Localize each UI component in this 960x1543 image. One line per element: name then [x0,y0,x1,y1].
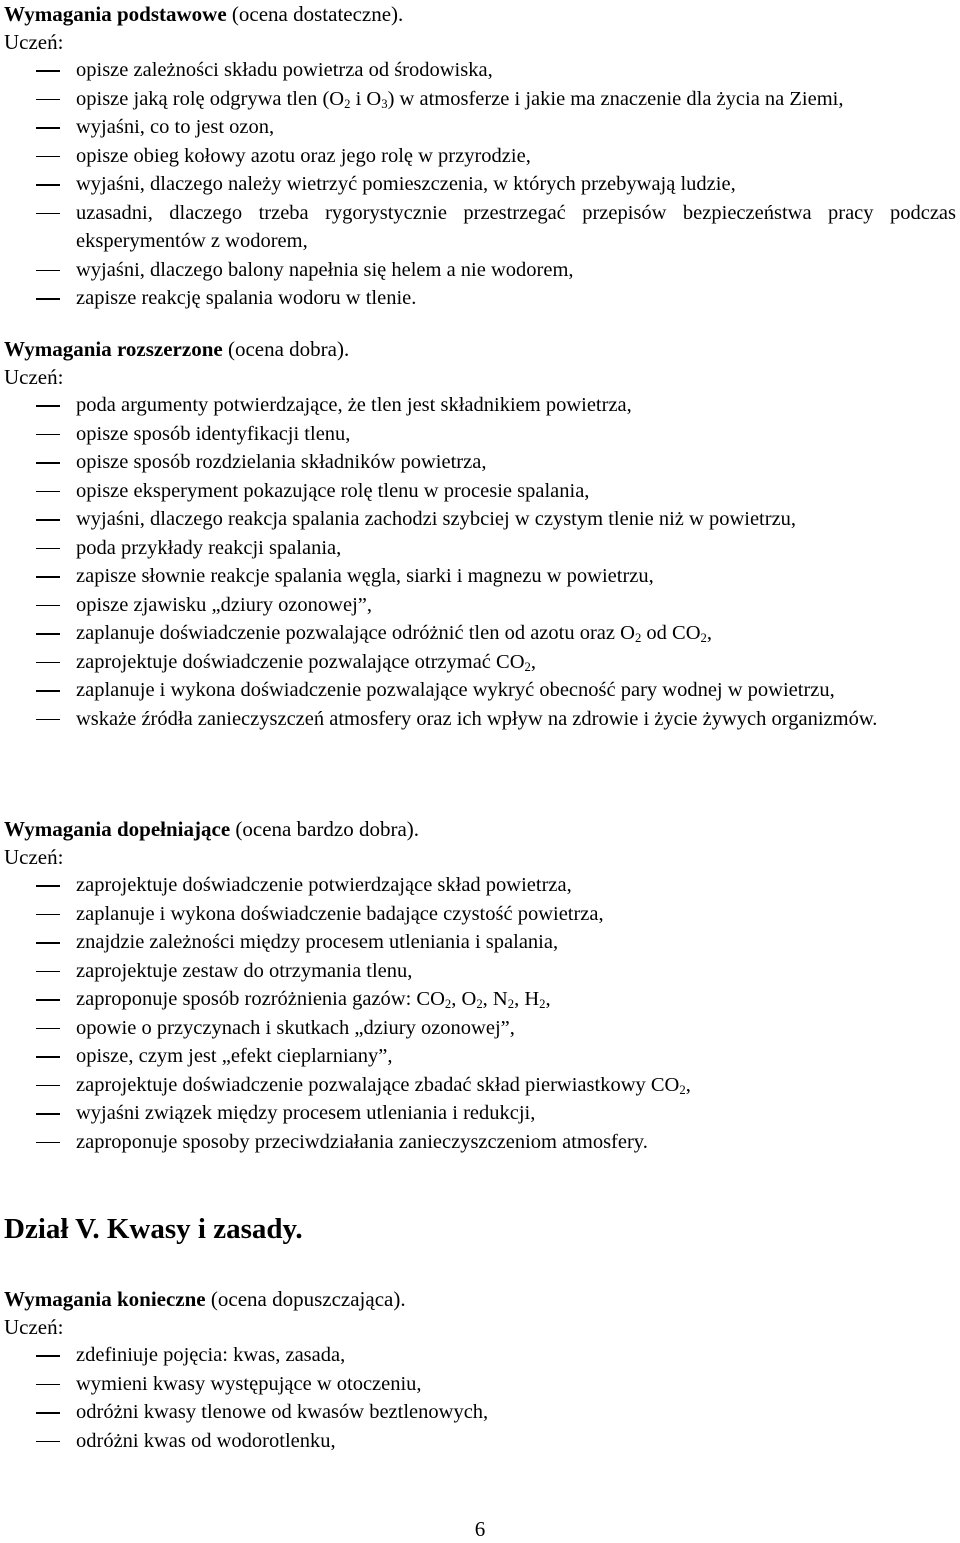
list-item [0,85,960,114]
chapter-title: Dział V. Kwasy i zasady. [4,1213,303,1245]
list-item [0,1370,960,1399]
list-item [0,420,960,449]
dash-bullet-icon [36,70,60,72]
list-item-text: , [685,1073,691,1096]
list-item [0,900,960,929]
subscript: 2 [524,659,531,674]
list-item [0,142,960,171]
dash-bullet-icon [36,885,60,887]
list-item-text: opisze sposób identyfikacji tlenu, [76,422,351,445]
list-item-text: uzasadni, dlaczego trzeba rygorystycznie przestrzegać przepisów bezpieczeństwa pracy podczas eksperymentów z wodorem, [76,201,956,252]
section-heading-bold: Wymagania rozszerzone [4,337,223,361]
student-label: Uczeń: [4,365,64,389]
subscript: 3 [381,96,388,111]
dash-bullet-icon [36,999,60,1001]
list-item [0,256,960,285]
list-item [0,477,960,506]
list-item-text: zaprojektuje doświadczenie potwierdzające skład powietrza, [76,874,572,896]
subscript: 2 [679,1082,686,1097]
dash-bullet-icon [36,298,60,300]
subscript: 2 [539,996,546,1011]
list-item-text: zaplanuje i wykona doświadczenie pozwalające wykryć obecność pary wodnej w powietrzu, [76,679,835,701]
dash-bullet-icon [36,491,60,493]
list-item-text: poda argumenty potwierdzające, że tlen jest składnikiem powietrza, [76,394,632,416]
list-item-text: wyjaśni związek między procesem utleniania i redukcji, [76,1102,536,1124]
dash-bullet-icon [36,1085,60,1087]
list-item-text: , H [514,988,540,1010]
list-item [0,1014,960,1043]
list-item [0,170,960,199]
page-number: 6 [474,1517,486,1541]
list-item-text: zaplanuje doświadczenie pozwalające odróżnić tlen od azotu oraz O [76,622,635,644]
list-item [0,284,960,313]
list-item-text: wskaże źródła zanieczyszczeń atmosfery oraz ich wpływ na zdrowie i życie żywych organizmów. [76,707,878,730]
list-item [0,113,960,142]
subscript: 2 [507,996,515,1011]
list-item-text: wymieni kwasy występujące w otoczeniu, [76,1372,422,1395]
list-item-text: wyjaśni, co to jest ozon, [76,116,275,138]
list-item-text: opisze zależności składu powietrza od środowiska, [76,59,493,81]
list-item [0,448,960,477]
section-heading [0,815,960,843]
section-heading-grade: (ocena dobra). [222,337,350,361]
list-item [0,505,960,534]
dash-bullet-icon [36,184,60,186]
list-item-text: opisze eksperyment pokazujące rolę tlenu w procesie spalania, [76,479,590,502]
dash-bullet-icon [36,971,60,973]
list-item-text: zapisze słownie reakcje spalania węgla, siarki i magnezu w powietrzu, [76,565,654,587]
section-heading-grade: (ocena bardzo dobra). [230,817,420,841]
list-item [0,705,960,734]
requirements-list [0,1341,960,1455]
subscript: 2 [634,630,642,645]
list-item [0,56,960,85]
list-item-text: zaproponuje sposób rozróżnienia gazów: CO [76,988,445,1010]
list-item-text: odróżni kwas od wodorotlenku, [76,1429,336,1452]
dash-bullet-icon [36,662,60,664]
list-item [0,957,960,986]
section-heading-bold: Wymagania podstawowe [4,2,227,26]
subscript: 2 [444,996,452,1011]
list-item [0,1099,960,1128]
section-extended-requirements [0,335,960,733]
dash-bullet-icon [36,99,60,101]
section-heading [0,0,960,28]
list-item-text: , [706,622,713,644]
list-item [0,534,960,563]
dash-bullet-icon [36,548,60,550]
dash-bullet-icon [36,1056,60,1058]
list-item-text: zaplanuje i wykona doświadczenie badające czystość powietrza, [76,902,604,925]
list-item-text: opisze jaką rolę odgrywa tlen (O [76,87,345,110]
dash-bullet-icon [36,213,60,215]
list-item-text: , [530,650,536,673]
list-item-text: zaprojektuje doświadczenie pozwalające zbadać skład pierwiastkowy CO [76,1073,680,1096]
section-heading [0,1285,960,1313]
student-label: Uczeń: [4,1315,64,1339]
dash-bullet-icon [36,942,60,944]
list-item-text: opowie o przyczynach i skutkach „dziury ozonowej”, [76,1016,515,1039]
dash-bullet-icon [36,605,60,607]
list-item-text: ) w atmosferze i jakie ma znaczenie dla życia na Ziemi, [387,87,844,110]
section-basic-requirements [0,0,960,313]
list-item-text: , [545,988,551,1010]
section-heading-grade: (ocena dostateczne). [226,2,404,26]
list-item-text: wyjaśni, dlaczego należy wietrzyć pomieszczenia, w których przebywają ludzie, [76,173,736,195]
list-item-text: opisze, czym jest „efekt cieplarniany”, [76,1045,393,1067]
section-heading [0,335,960,363]
dash-bullet-icon [36,1028,60,1030]
student-label: Uczeń: [4,30,64,54]
list-item-text: znajdzie zależności między procesem utleniania i spalania, [76,931,559,953]
dash-bullet-icon [36,690,60,692]
dash-bullet-icon [36,1355,60,1357]
student-label: Uczeń: [4,845,64,869]
list-item [0,619,960,648]
list-item-text: zaprojektuje doświadczenie pozwalające otrzymać CO [76,650,525,673]
list-item [0,391,960,420]
list-item [0,676,960,705]
dash-bullet-icon [36,576,60,578]
requirements-list [0,391,960,733]
list-item [0,1042,960,1071]
list-item [0,1128,960,1157]
list-item [0,591,960,620]
list-item [0,1071,960,1100]
subscript: 2 [476,996,483,1011]
dash-bullet-icon [36,519,60,521]
subscript: 2 [700,630,707,645]
list-item-text: zapisze reakcję spalania wodoru w tlenie. [76,287,417,309]
dash-bullet-icon [36,434,60,436]
list-item-text: zaproponuje sposoby przeciwdziałania zanieczyszczeniom atmosfery. [76,1130,648,1153]
list-item-text: zaprojektuje zestaw do otrzymania tlenu, [76,959,413,982]
section-heading-bold: Wymagania dopełniające [4,817,231,841]
list-item-text: opisze sposób rozdzielania składników powietrza, [76,451,487,473]
dash-bullet-icon [36,1441,60,1443]
dash-bullet-icon [36,914,60,916]
dash-bullet-icon [36,462,60,464]
list-item-text: od CO [641,622,701,644]
dash-bullet-icon [36,1412,60,1414]
list-item [0,648,960,677]
section-essential-requirements [0,1285,960,1455]
list-item [0,1427,960,1456]
list-item-text: wyjaśni, dlaczego balony napełnia się helem a nie wodorem, [76,258,574,281]
list-item [0,928,960,957]
list-item [0,562,960,591]
list-item-text: zdefiniuje pojęcia: kwas, zasada, [76,1344,346,1366]
list-item-text: odróżni kwasy tlenowe od kwasów beztlenowych, [76,1401,489,1423]
list-item-text: , N [482,988,508,1010]
dash-bullet-icon [36,156,60,158]
dash-bullet-icon [36,719,60,721]
dash-bullet-icon [36,127,60,129]
list-item [0,985,960,1014]
section-heading-bold: Wymagania konieczne [4,1287,206,1311]
requirements-list [0,56,960,313]
dash-bullet-icon [36,633,60,635]
list-item [0,871,960,900]
list-item-text: opisze zjawisku „dziury ozonowej”, [76,593,373,616]
list-item-text: poda przykłady reakcji spalania, [76,536,342,559]
dash-bullet-icon [36,405,60,407]
list-item-text: i O [350,87,382,110]
dash-bullet-icon [36,270,60,272]
dash-bullet-icon [36,1113,60,1115]
list-item [0,1341,960,1370]
requirements-list [0,871,960,1156]
list-item-text: , O [451,988,477,1010]
subscript: 2 [344,96,351,111]
section-supplementary-requirements [0,815,960,1156]
list-item-text: wyjaśni, dlaczego reakcja spalania zachodzi szybciej w czystym tlenie niż w powietrzu, [76,508,797,530]
list-item [0,1398,960,1427]
dash-bullet-icon [36,1384,60,1386]
section-heading-grade: (ocena dopuszczająca). [205,1287,406,1311]
dash-bullet-icon [36,1142,60,1144]
list-item [0,199,960,256]
list-item-text: opisze obieg kołowy azotu oraz jego rolę w przyrodzie, [76,144,531,167]
